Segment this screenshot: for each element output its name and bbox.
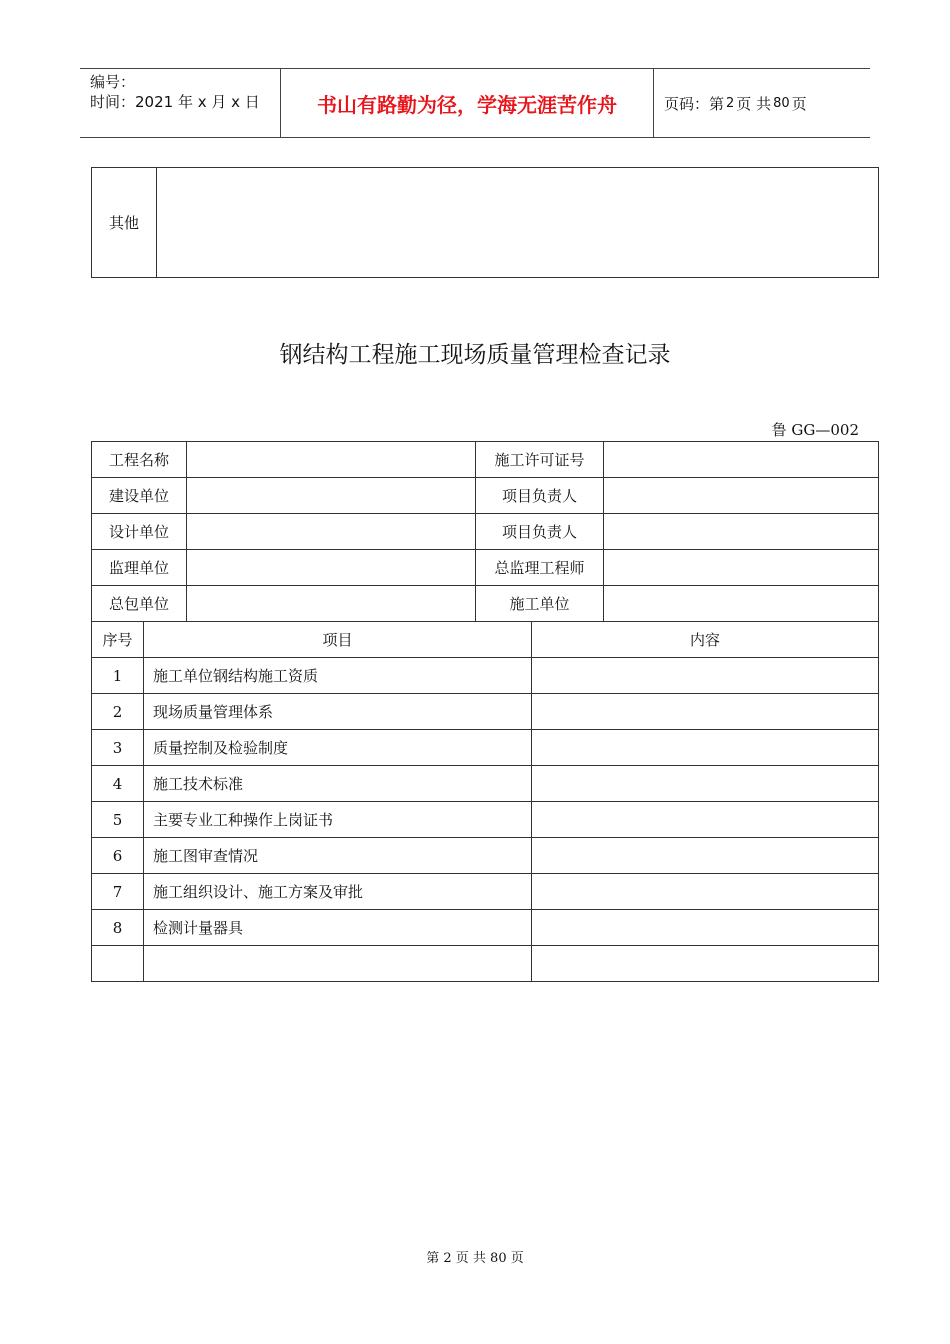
table-row [92, 766, 879, 802]
page-title: 钢结构工程施工现场质量管理检查记录 [279, 342, 671, 368]
page-mid: 页 共 [736, 94, 772, 113]
info-label: 施工许可证号 [476, 442, 604, 478]
table-row [92, 694, 879, 730]
code-label: 编号： [90, 73, 136, 91]
item-name: 检测计量器具 [144, 910, 532, 946]
info-value-cell [604, 442, 879, 478]
info-value-cell [604, 550, 879, 586]
item-number: 3 [92, 730, 144, 766]
item-name: 施工技术标准 [144, 766, 532, 802]
table-row [92, 514, 879, 550]
item-number: 1 [92, 658, 144, 694]
header-meta [80, 69, 281, 137]
item-content-cell [532, 802, 879, 838]
item-number: 6 [92, 838, 144, 874]
table-row [92, 442, 879, 478]
info-label: 总监理工程师 [476, 550, 604, 586]
info-value-cell [187, 514, 476, 550]
item-content-cell [532, 946, 879, 982]
table-row [92, 168, 879, 278]
info-value-cell [187, 478, 476, 514]
item-number: 8 [92, 910, 144, 946]
info-value-cell [604, 514, 879, 550]
item-name: 主要专业工种操作上岗证书 [144, 802, 532, 838]
info-label: 项目负责人 [476, 478, 604, 514]
table-row [92, 658, 879, 694]
table-row [92, 910, 879, 946]
item-number: 5 [92, 802, 144, 838]
table-header-row [92, 622, 879, 658]
info-value-cell [187, 442, 476, 478]
item-content-cell [532, 766, 879, 802]
other-table [91, 167, 879, 278]
item-content-cell [532, 730, 879, 766]
info-label: 监理单位 [92, 550, 187, 586]
info-value-cell [187, 550, 476, 586]
info-value-cell [604, 478, 879, 514]
item-name: 施工组织设计、施工方案及审批 [144, 874, 532, 910]
item-content-cell [532, 838, 879, 874]
col-header-item: 项目 [144, 622, 532, 658]
col-header-no: 序号 [92, 622, 144, 658]
info-label: 建设单位 [92, 478, 187, 514]
table-row [92, 946, 879, 982]
item-name: 施工单位钢结构施工资质 [144, 658, 532, 694]
other-content-cell [157, 168, 879, 278]
item-number: 2 [92, 694, 144, 730]
table-row [92, 586, 879, 622]
page-suffix: 页 [791, 94, 807, 113]
page-total: 80 [773, 95, 790, 111]
table-row [92, 874, 879, 910]
page-prefix: 页码：第 [664, 94, 725, 113]
table-row [92, 730, 879, 766]
info-label: 项目负责人 [476, 514, 604, 550]
table-row [92, 550, 879, 586]
item-content-cell [532, 694, 879, 730]
check-items-table [91, 622, 879, 982]
info-label: 总包单位 [92, 586, 187, 622]
info-label: 工程名称 [92, 442, 187, 478]
header-page-info [654, 69, 870, 137]
table-row [92, 802, 879, 838]
item-content-cell [532, 658, 879, 694]
table-row [92, 478, 879, 514]
item-name [144, 946, 532, 982]
info-value-cell [187, 586, 476, 622]
form-code: 鲁 GG—002 [771, 421, 859, 439]
info-label: 施工单位 [476, 586, 604, 622]
info-label: 设计单位 [92, 514, 187, 550]
page-header [80, 68, 870, 138]
table-row [92, 838, 879, 874]
info-value-cell [604, 586, 879, 622]
item-number: 7 [92, 874, 144, 910]
item-number [92, 946, 144, 982]
other-label: 其他 [92, 168, 157, 278]
item-name: 质量控制及检验制度 [144, 730, 532, 766]
page-number: 2 [726, 95, 735, 111]
item-content-cell [532, 874, 879, 910]
col-header-content: 内容 [532, 622, 879, 658]
item-name: 施工图审查情况 [144, 838, 532, 874]
time-label: 时间：2021 年 x 月 x 日 [90, 93, 260, 111]
page-footer: 第 2 页 共 80 页 [426, 1251, 524, 1266]
header-motto: 书山有路勤为径，学海无涯苦作舟 [281, 69, 654, 137]
item-number: 4 [92, 766, 144, 802]
item-name: 现场质量管理体系 [144, 694, 532, 730]
project-info-table [91, 441, 879, 622]
item-content-cell [532, 910, 879, 946]
